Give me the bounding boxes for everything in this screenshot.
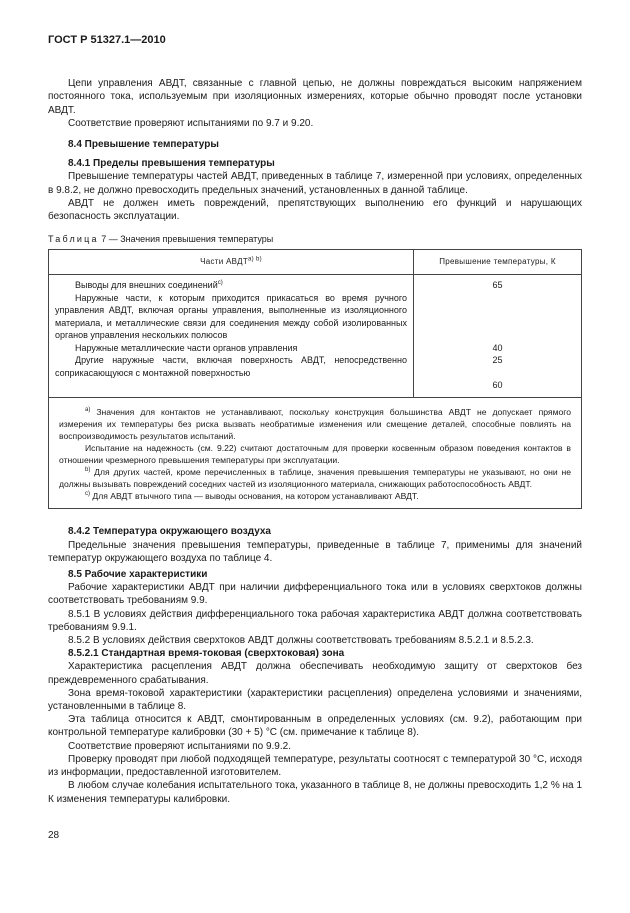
table-row-4-part: Другие наружные части, включая поверхность АВДТ, непосредственно соприкасающуюся с монтажной поверхностью [55, 355, 407, 378]
page-number: 28 [48, 830, 60, 841]
section-8-5-2-1-title: 8.5.2.1 Стандартная время-токовая (сверхтоковая) зона [68, 648, 345, 660]
document-page [48, 34, 582, 806]
col-parts-header: Части $АВДТ^{а) b)}$ [49, 250, 414, 275]
section-8-5-2-1-paragraph-4: Соответствие проверяют испытаниями по 9.9.2. [68, 740, 291, 752]
section-8-5-2-1-paragraph-5: Проверку проводят при любой подходящей температуре, результаты соотносят с температурой 30 °С, исходя из информации, предоставленной изготовителем. [48, 753, 582, 779]
parts-cell [49, 275, 414, 398]
table-row-4-value: 60 [492, 379, 503, 390]
table-row-1-part: Выводы для внешних соединений$^{c)}$ [75, 280, 223, 291]
intro-paragraph-2: Соответствие проверяют испытаниями по 9.7 и 9.20. [68, 117, 314, 129]
section-8-5-2-1-paragraph-3: Эта таблица относится к АВДТ, смонтированным в определенных условиях (см. 9.2), работающим при контрольной температуре калибровки (30 + 5) °С (см. примечание к таблице 8). [48, 714, 582, 739]
note-a: $^{а)}$ Значения для контактов не устанавливают, поскольку конструкция большинства АВДТ не допускает прямого измерения их температуры без риска вызвать необратимые изменения или смещение деталей, способные повлиять на воспроизводимость результатов испытаний. [59, 407, 571, 442]
section-8-5-title: 8.5 Рабочие характеристики [68, 569, 208, 581]
table-notes [49, 398, 582, 509]
table-body-row [49, 275, 582, 398]
table-row-1-value: 65 [492, 280, 503, 291]
note-b: $^{b)}$ Для других частей, кроме перечисленных в таблице, значения превышения температуры не указывают, но они не должны вызывать повреждений соседних частей из изоляционного материала, снижающих работоспособность АВДТ. [59, 467, 571, 490]
note-a-continued: Испытание на надежность (см. 9.22) считают достаточным для проверки косвенным образом поведения контактов в отношении чрезмерного превышения температуры при эксплуатации. [59, 443, 571, 466]
table-notes-row [49, 398, 582, 509]
section-8-4-1-title: 8.4.1 Пределы превышения температуры [68, 158, 275, 170]
section-8-5-2-paragraph: 8.5.2 В условиях действия сверхтоков АВДТ должны соответствовать требованиям 8.5.2.1 и 8.5.2.3. [68, 635, 534, 647]
section-8-5-1-paragraph: 8.5.1 В условиях действия дифференциального тока рабочая характеристика АВДТ должна соответствовать требованиям 9.9.1. [48, 608, 582, 633]
section-8-5-2-1-paragraph-1: Характеристика расцепления АВДТ должна обеспечивать необходимую защиту от сверхтоков без преждевременного срабатывания. [48, 661, 582, 686]
table-row-2-value: 40 [492, 342, 503, 353]
section-8-4-1-paragraph-1: Превышение температуры частей АВДТ, приведенных в таблице 7, измеренной при условиях, определенных в 9.8.2, не должно превосходить предельных значений, установленных в данной таблице. [48, 171, 582, 196]
section-8-4-2-paragraph: Предельные значения превышения температуры, приведенные в таблице 7, применимы для значений температур окружающего воздуха по таблице 4. [48, 539, 582, 564]
section-8-4-1-paragraph-2: АВДТ не должен иметь повреждений, препятствующих выполнению его функций и нарушающих безопасность эксплуатации. [48, 197, 582, 223]
section-8-4-2-title: 8.4.2 Температура окружающего воздуха [68, 526, 271, 538]
section-8-5-2-1-paragraph-6: В любом случае колебания испытательного тока, указанного в таблице 8, не должны превосходить 1,2 % на 1 К изменения температуры калибровки. [48, 780, 582, 805]
section-8-4-title: 8.4 Превышение температуры [68, 139, 219, 151]
section-8-5-intro: Рабочие характеристики АВДТ при наличии дифференциального тока или в условиях сверхтоков должны соответствовать требованиям 9.9. [48, 582, 582, 607]
values-cell [414, 275, 582, 398]
table-header-row [49, 250, 582, 275]
table-row-3-part: Наружные металлические части органов управления [75, 342, 298, 353]
note-c: $^{c)}$ Для АВДТ втычного типа — выводы основания, на котором устанавливают АВДТ. [85, 491, 419, 502]
table-row-3-value: 25 [492, 355, 503, 366]
document-header: ГОСТ Р 51327.1—2010 [48, 34, 166, 46]
intro-paragraph-1: Цепи управления АВДТ, связанные с главной цепью, не должны повреждаться высоким напряжением постоянного тока, используемым при изоляционных измерениях, которые обычно проводят после установки АВДТ. [48, 78, 582, 116]
table-7 [48, 249, 582, 509]
section-8-5-2-1-paragraph-2: Зона время-токовой характеристики (характеристики расцепления) определена условиями и значениями, установленными в таблице 8. [48, 687, 582, 713]
table-7-caption: Таблица 7 — Значения превышения температуры [48, 234, 274, 245]
col-temperature-header: Превышение температуры, К [414, 250, 582, 275]
table-row-2-part: Наружные части, к которым приходится прикасаться во время ручного управления АВДТ, включая органы управления, выполненные из изоляционного материала, и металлические связи для соединения между собой изолированных органов управления нескольких полюсов [55, 292, 407, 341]
